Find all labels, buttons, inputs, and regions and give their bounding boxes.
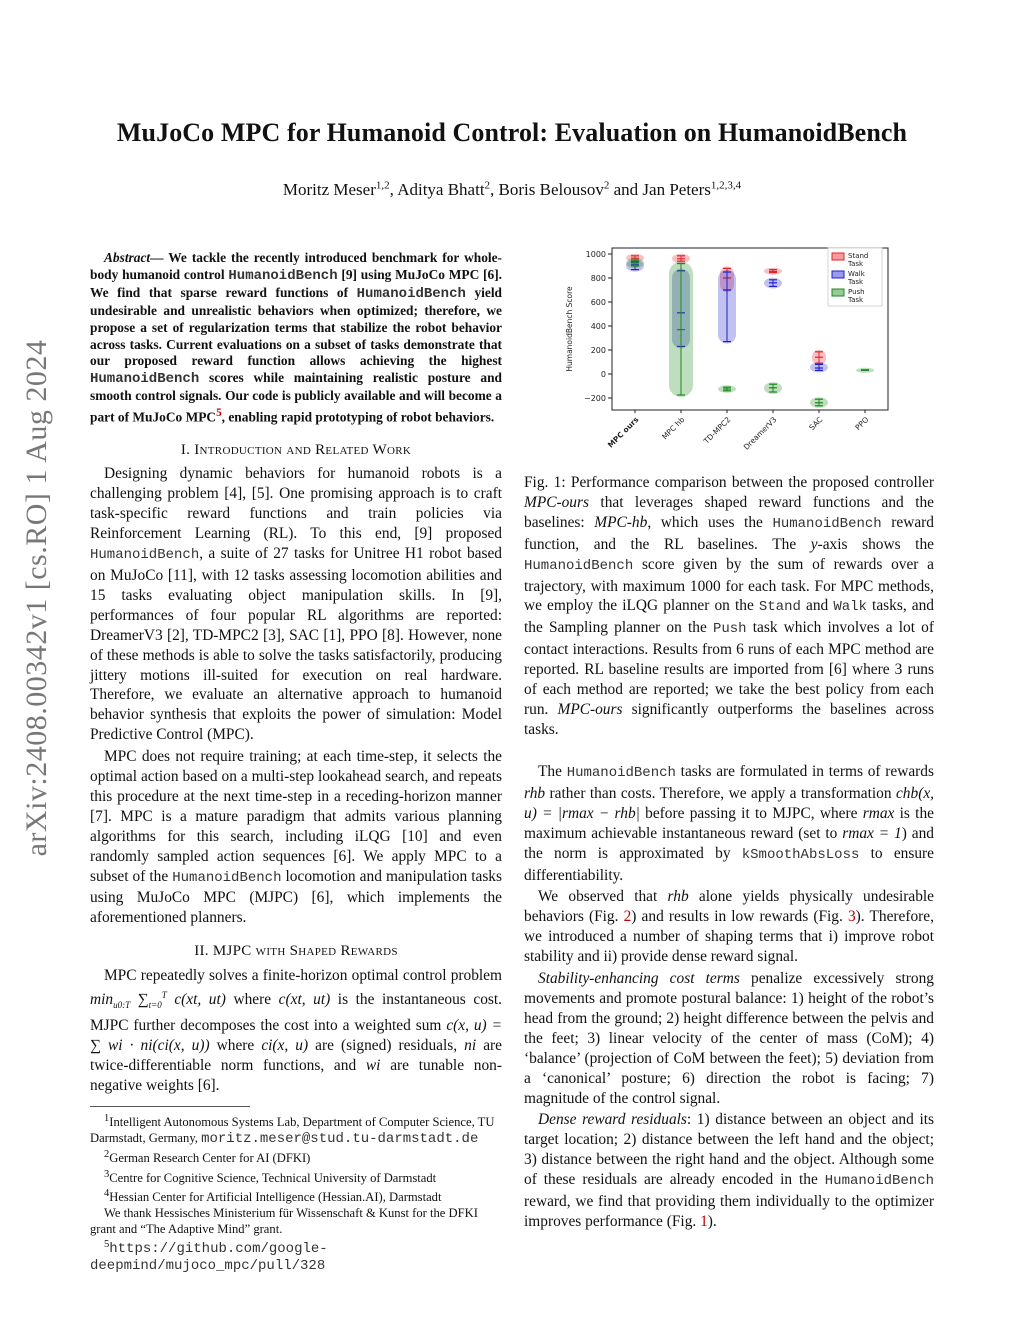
y-tick-label: 600: [590, 298, 606, 307]
footnote-link[interactable]: 5: [216, 407, 222, 420]
x-tick-label: PPO: [853, 415, 871, 432]
figure-2-link[interactable]: 2: [623, 908, 632, 926]
dense-reward-paragraph: Dense reward residuals: 1) distance between an object and its target location; 2) distance between the left hand and the object; 3) distance between the right hand and the object. Although some of these residuals are already encoded in the HumanoidBench reward, we find that providing them individually to the optimizer improves performance (Fig. 1).: [524, 1111, 934, 1230]
footnote-3: $^3$Centre for Cognitive Science, Technical University of Darmstadt: [104, 1168, 437, 1185]
y-tick-label: 0: [600, 370, 606, 379]
legend-swatch: [832, 289, 844, 296]
intro-paragraph-2: MPC does not require training; at each time-step, it selects the optimal action based on a multi-step lookahead search, and repeats this procedure at the next time-step in a receding-horizon manner [7]. MPC is a mature paradigm that admits various planning algorithms for this search, including iLQG [10] and even randomly sampled action sequences [6]. We apply MPC to a subset of the HumanoidBench locomotion and manipulation tasks using MuJoCo MPC (MJPC) [6], which implements the aforementioned planners.: [90, 748, 502, 927]
legend-label: Stand: [848, 252, 869, 260]
legend-label: Task: [848, 260, 864, 268]
paper-title: MuJoCo MPC for Humanoid Control: Evaluation on HumanoidBench: [116, 118, 908, 147]
figure-1: [560, 244, 895, 454]
abstract: Abstract— We tackle the recently introduced benchmark for whole-body humanoid control HumanoidBench [9] using MuJoCo MPC [6]. We find that sparse reward functions of HumanoidBench yield undesirable and unrealistic behaviors when optimized; therefore, we propose a set of regularization terms that stabilize the robot behavior across tasks. Current evaluations on a subset of tasks demonstrate that our proposed reward function allows achieving the highest HumanoidBench scores while maintaining realistic posture and smooth control signals. Our code is publicly available and will become a part of MuJoCo MPC$^5$, enabling rapid prototyping of robot behaviors.: [90, 250, 503, 425]
left-column: [90, 250, 502, 1274]
author-line: [0, 179, 1024, 200]
footnote-2: $^2$German Research Center for AI (DFKI): [104, 1149, 311, 1166]
arxiv-id: arXiv:2408.00342v1 [cs.RO] 1 Aug 2024: [20, 339, 53, 857]
footnote-1: $^1$Intelligent Autonomous Systems Lab, Department of Computer Science, TU Darmstadt, Germany, moritz.meser@stud.tu-darmstadt.de: [90, 1112, 495, 1147]
legend-label: Walk: [848, 270, 865, 278]
right-column: [524, 762, 934, 1232]
mjpc-paragraph: MPC repeatedly solves a finite-horizon optimal control problem $\min_{u0:T} \sum_{t=0}^T$ c(xt, ut) where c(xt, ut) is the instantaneous cost. MJPC further decomposes the cost into a weighted sum c(x, u) = ∑ wi · ni(ci(x, u)) where ci(x, u) are (signed) residuals, ni are twice-differentiable norm functions, and wi are tunable non-negative weights [6].: [90, 967, 503, 1094]
author: Moritz Meser$^{1,2}$,: [282, 179, 398, 199]
legend-label: Push: [848, 288, 865, 296]
x-tick-label: TD-MPC2: [701, 415, 733, 446]
stability-paragraph: Stability-enhancing cost terms penalize excessively strong movements and promote postural balance: 1) height of the robot’s head from the ground; 2) height difference between the pelvis and the feet; 3) linear velocity of the center of mass (CoM); 4) ‘balance’ (projection of CoM between the feet); 5) deviation from a ‘canonical’ posture; 6) direction the robot is facing; 7) magnitude of the control signal.: [524, 970, 934, 1107]
x-tick-label: MPC hb: [660, 415, 687, 442]
legend-swatch: [832, 253, 844, 260]
observation-paragraph: We observed that rhb alone yields physically undesirable behaviors (Fig. 2) and results in low rewards (Fig. 3). Therefore, we introduced a number of shaping terms that i) improve robot stability and ii) provide dense reward signal.: [524, 888, 934, 966]
figure-3-link[interactable]: 3: [847, 908, 856, 926]
footnote-5: $^5$https://github.com/google-deepmind/mujoco_mpc/pull/328: [90, 1239, 328, 1274]
legend-label: Task: [848, 278, 864, 286]
x-tick-label: SAC: [807, 415, 825, 433]
legend-swatch: [832, 271, 844, 278]
y-tick-label: 200: [590, 346, 606, 355]
section-heading-mjpc: II. MJPC with Shaped Rewards: [194, 943, 398, 960]
author: Jan Peters$^{1,2,3,4}$: [642, 179, 742, 199]
arxiv-stamp: [8, 238, 66, 958]
section-heading-introduction: I. Introduction and Related Work: [180, 441, 412, 458]
legend-label: Task: [848, 296, 864, 304]
y-tick-label: −200: [584, 394, 606, 403]
x-tick-label: DreamerV3: [741, 415, 779, 452]
y-tick-label: 800: [590, 274, 606, 283]
reward-paragraph: The HumanoidBench tasks are formulated in terms of rewards rhb rather than costs. Therefore, we apply a transformation chb(x, u) = |rmax − rhb| before passing it to MJPC, where rmax is the maximum achievable instantaneous reward (set to rmax = 1) and the norm is approximated by kSmoothAbsLoss to ensure differentiability.: [524, 763, 934, 884]
figure-caption: Fig. 1: Performance comparison between the proposed controller MPC-ours that leverages shaped reward functions and the baselines: MPC-hb, which uses the HumanoidBench reward function, and the RL baselines. The y-axis shows the HumanoidBench score given by the sum of rewards over a trajectory, with maximum 1000 for each task. For MPC methods, we employ the iLQG planner on the Stand and Walk tasks, and the Sampling planner on the Push task which involves a lot of contact interactions. Results from 6 runs of each MPC method are reported. RL baseline results are imported from [6] where 3 runs of each method are reported; we take the best policy from each run. MPC-ours significantly outperforms the baselines across tasks.: [524, 474, 934, 738]
footnote-thanks: We thank Hessisches Ministerium für Wissenschaft & Kunst for the DFKI grant and “The Adaptive Mind” grant.: [90, 1206, 478, 1236]
y-tick-label: 400: [590, 322, 606, 331]
figure-1-link[interactable]: 1: [700, 1212, 708, 1230]
y-axis-label: HumanoidBench Score: [565, 286, 574, 372]
intro-paragraph-1: Designing dynamic behaviors for humanoid robots is a challenging problem [4], [5]. One promising approach is to craft task-specific reward functions and train policies via Reinforcement Learning (RL). To this end, [9] proposed HumanoidBench, a suite of 27 tasks for Unitree H1 robot based on MuJoCo [11], with 12 tasks assessing locomotion abilities and 15 tasks evaluating object manipulation skills. In [9], performances of four popular RL algorithms are reported: DreamerV3 [2], TD-MPC2 [3], SAC [1], PPO [8]. However, none of these methods is able to solve the tasks satisfactorily, producing jittery motions ill-suited for execution on real hardware. Therefore, we evaluate an alternative approach to humanoid behavior synthesis that exploits the power of simulation: Model Predictive Control (MPC).: [90, 465, 502, 744]
footnote-rule: [90, 1106, 250, 1107]
github-link[interactable]: https://github.com/google-deepmind/mujoco_mpc/pull/328: [90, 1241, 328, 1274]
author: Aditya Bhatt$^2$,: [397, 179, 499, 199]
x-tick-label: MPC ours: [605, 415, 641, 450]
footnote-4: $^4$Hessian Center for Artificial Intelligence (Hessian.AI), Darmstadt: [104, 1188, 442, 1205]
author: Boris Belousov$^2$ and: [498, 179, 643, 199]
violin-chart: [560, 244, 895, 454]
y-tick-label: 1000: [585, 250, 606, 259]
